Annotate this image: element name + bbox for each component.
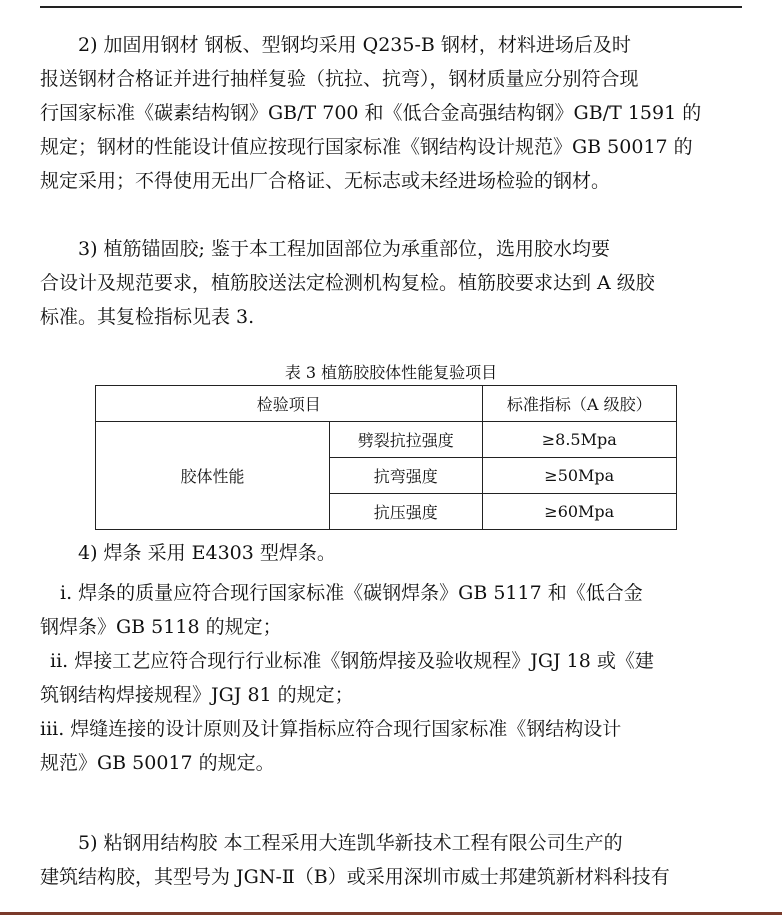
group-cell: 胶体性能 bbox=[96, 422, 330, 530]
bottom-rule bbox=[0, 912, 782, 915]
table-caption: 表 3 植筋胶胶体性能复验项目 bbox=[284, 363, 498, 382]
text-line: 规范》GB 50017 的规定。 bbox=[40, 752, 275, 774]
row-name-cell: 抗压强度 bbox=[330, 494, 482, 530]
top-rule bbox=[40, 6, 742, 8]
text-line: 标准。其复检指标见表 3. bbox=[40, 306, 255, 328]
table-row bbox=[96, 422, 677, 458]
text-line: i. 焊条的质量应符合现行国家标准《碳钢焊条》GB 5117 和《低合金 bbox=[60, 582, 643, 604]
text-line: iii. 焊缝连接的设计原则及计算指标应符合现行国家标准《钢结构设计 bbox=[40, 718, 622, 740]
row-name-cell: 抗弯强度 bbox=[330, 458, 482, 494]
row-value-cell: ≥8.5Mpa bbox=[482, 422, 677, 458]
text-line: 建筑结构胶，其型号为 JGN-Ⅱ（B）或采用深圳市威士邦建筑新材料科技有 bbox=[40, 866, 670, 888]
text-line: 行国家标准《碳素结构钢》GB/T 700 和《低合金高强结构钢》GB/T 1591 的 bbox=[40, 102, 702, 124]
text-line: 报送钢材合格证并进行抽样复验（抗拉、抗弯），钢材质量应分别符合现 bbox=[40, 68, 639, 90]
paragraph-structural-glue bbox=[40, 826, 740, 894]
row-name-cell: 劈裂抗拉强度 bbox=[330, 422, 482, 458]
text-line: 3) 植筋锚固胶; 鉴于本工程加固部位为承重部位，选用胶水均要 bbox=[78, 238, 610, 260]
row-value-cell: ≥60Mpa bbox=[482, 494, 677, 530]
text-line: 2) 加固用钢材 钢板、型钢均采用 Q235-B 钢材，材料进场后及时 bbox=[78, 34, 631, 56]
header-standard: 标准指标（A 级胶） bbox=[482, 386, 677, 422]
text-line: 合设计及规范要求，植筋胶送法定检测机构复检。植筋胶要求达到 A 级胶 bbox=[40, 272, 655, 294]
text-line: 5) 粘钢用结构胶 本工程采用大连凯华新技术工程有限公司生产的 bbox=[78, 832, 623, 854]
text-line: 规定；钢材的性能设计值应按现行国家标准《钢结构设计规范》GB 50017 的 bbox=[40, 136, 693, 158]
text-line: 筑钢结构焊接规程》JGJ 81 的规定； bbox=[40, 684, 354, 706]
text-line: 钢焊条》GB 5118 的规定； bbox=[40, 616, 282, 638]
paragraph-adhesive bbox=[40, 232, 740, 334]
table-header-row bbox=[96, 386, 677, 422]
adhesive-test-table bbox=[95, 385, 677, 530]
text-line: ii. 焊接工艺应符合现行行业标准《钢筋焊接及验收规程》JGJ 18 或《建 bbox=[50, 650, 654, 672]
paragraph-welding bbox=[40, 536, 740, 780]
row-value-cell: ≥50Mpa bbox=[482, 458, 677, 494]
header-item: 检验项目 bbox=[96, 386, 483, 422]
text-line: 4) 焊条 采用 E4303 型焊条。 bbox=[78, 542, 336, 564]
text-line: 规定采用；不得使用无出厂合格证、无标志或未经进场检验的钢材。 bbox=[40, 170, 611, 192]
paragraph-steel bbox=[40, 28, 740, 198]
